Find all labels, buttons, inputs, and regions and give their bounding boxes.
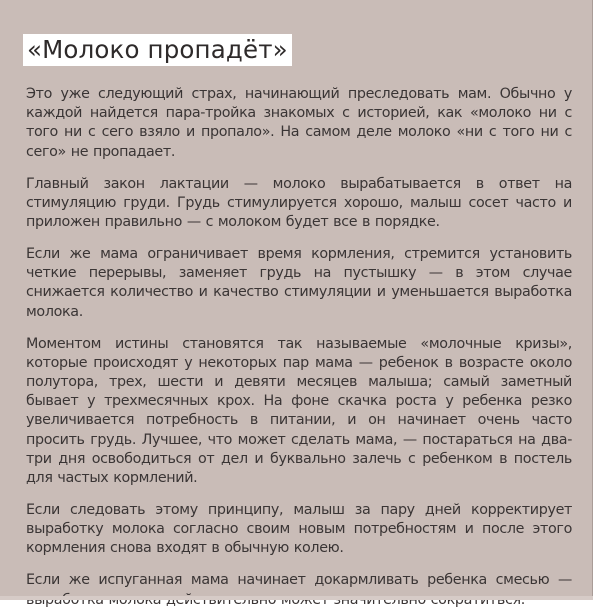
article-paragraph-6: Если же испуганная мама начинает докармливать ребенка смесью — xyxy=(26,572,572,589)
article-paragraph-2: Главный закон лактации — молоко вырабатывается в ответ на стимуляцию груди. Грудь стимулируется хорошо, малыш сосет часто и приложен правильно — с молоком будет все в порядке. xyxy=(26,175,572,231)
article-paragraph-1: Это уже следующий страх, начинающий преследовать мам. Обычно у каждой найдется пара-тройка знакомых с историей, как «молоко ни с того ни с сего взяло и пропало». На самом деле молоко «ни с того ни с сего» не пропадает. xyxy=(26,86,572,160)
article-paragraph-4: Моментом истины становятся так называемые «молочные кризы», которые происходят у некоторых пар мама — ребенок в возрасте около полутора, трех, шести и девяти месяцев малыша; самый заметный бывает у трехмесячных крох. На фоне скачка роста у ребенка резко увеличивается потребность в питании, и он начинает очень часто просить грудь. Лучшее, что может сделать мама, — постараться на два-три дня освободиться от дел и буквально залечь с ребенком в постель для частых кормлений. xyxy=(26,335,572,487)
article-body xyxy=(26,85,572,610)
article-paragraph-3: Если же мама ограничивает время кормления, стремится установить четкие перерывы, заменяет грудь на пустышку — в этом случае снижается количество и качество стимуляции и уменьшается выработка молока. xyxy=(26,246,572,320)
bottom-edge-divider xyxy=(0,596,593,600)
article-heading: «Молоко пропадёт» xyxy=(23,34,292,66)
article-paragraph-5: Если следовать этому принципу, малыш за пару дней корректирует выработку молока согласно своим новым потребностям и после этого кормления снова входят в обычную колею. xyxy=(26,502,572,557)
